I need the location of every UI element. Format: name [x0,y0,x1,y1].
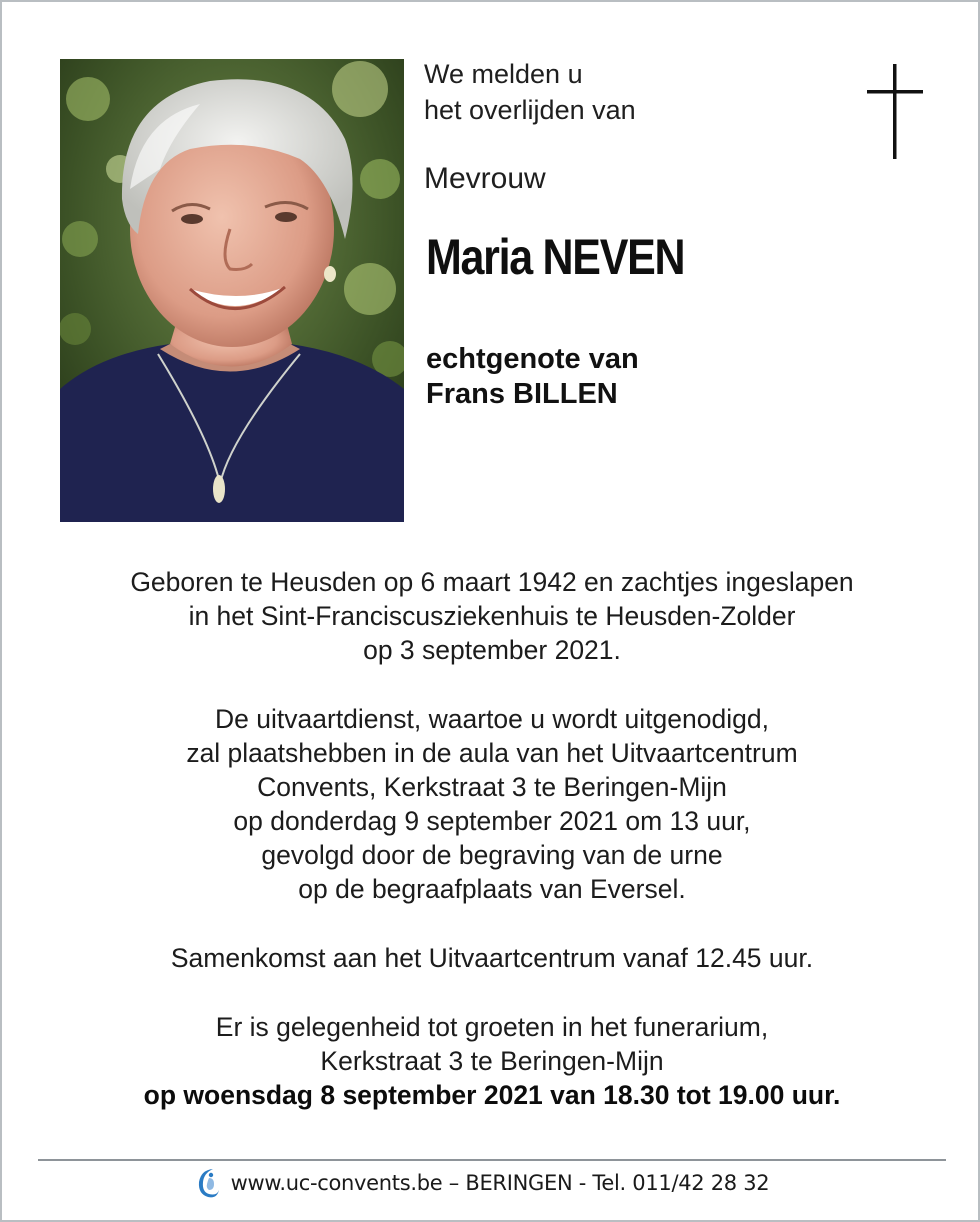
spouse-block [426,342,639,412]
uc-convents-logo-icon [195,1166,221,1200]
service-line: op donderdag 9 september 2021 om 13 uur, [233,806,751,836]
service-paragraph [2,702,980,906]
visitation-line: Er is gelegenheid tot groeten in het funerarium, [215,1012,769,1042]
spouse-line-2: Frans BILLEN [426,378,618,410]
honorific: Mevrouw [424,162,546,195]
birth-paragraph [2,565,980,667]
service-line: De uitvaartdienst, waartoe u wordt uitgenodigd, [215,704,769,734]
spouse-line-1: echtgenote van [426,343,639,375]
portrait-photo [60,59,404,522]
birth-line: Geboren te Heusden op 6 maart 1942 en zachtjes ingeslapen [130,567,854,597]
visitation-time: op woensdag 8 september 2021 van 18.30 tot 19.00 uur. [143,1080,841,1110]
service-line: zal plaatshebben in de aula van het Uitvaartcentrum [186,738,798,768]
service-line: gevolgd door de begraving van de urne [261,840,723,870]
latin-cross-icon [867,64,923,159]
footer-divider [38,1159,946,1161]
birth-line: op 3 september 2021. [363,635,621,665]
birth-line: in het Sint-Franciscusziekenhuis te Heusden-Zolder [188,601,796,631]
footer-contact[interactable]: www.uc-convents.be – BERINGEN - Tel. 011/42 28 32 [230,1171,770,1195]
intro-line-2: het overlijden van [424,95,636,125]
notice-body [2,565,980,1112]
announcement-intro [424,56,636,128]
service-line: Convents, Kerkstraat 3 te Beringen-Mijn [257,772,727,802]
gathering-line: Samenkomst aan het Uitvaartcentrum vanaf 12.45 uur. [170,943,814,973]
intro-line-1: We melden u [424,59,583,89]
service-line: op de begraafplaats van Eversel. [298,874,686,904]
footer [2,1165,980,1201]
gathering-paragraph [2,941,980,975]
visitation-line: Kerkstraat 3 te Beringen-Mijn [320,1046,664,1076]
deceased-name: Maria NEVEN [426,229,685,285]
visitation-paragraph [2,1010,980,1112]
